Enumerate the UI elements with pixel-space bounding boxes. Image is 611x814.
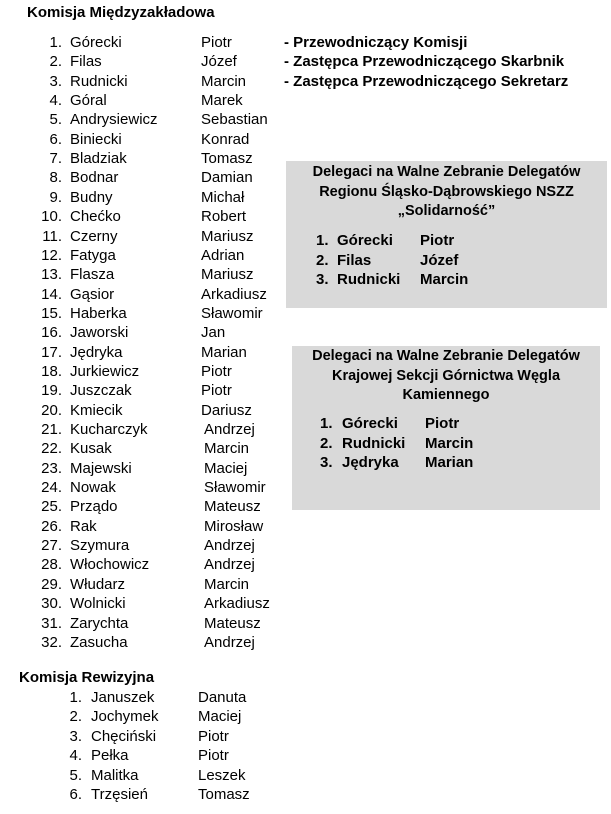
member-last-name: Budny [70, 188, 113, 206]
member-number: 1. [69, 689, 82, 706]
list-item [0, 246, 300, 265]
delegate-number: 1. [316, 232, 329, 249]
delegate-number: 2. [316, 251, 329, 269]
member-last-name: Górecki [70, 34, 122, 51]
member-first-name: Arkadiusz [204, 595, 270, 613]
member-number: 11. [42, 227, 62, 245]
member-number: 31. [41, 614, 62, 632]
list-item [292, 434, 600, 453]
box-title-line: „Solidarność” [397, 203, 496, 219]
list-item [0, 459, 300, 478]
member-first-name: Mateusz [204, 498, 261, 516]
member-last-name: Kucharczyk [70, 421, 148, 438]
member-last-name: Wolnicki [70, 595, 126, 613]
member-last-name: Czerny [70, 227, 118, 245]
member-last-name: Juszczak [70, 382, 132, 400]
member-last-name: Włochowicz [70, 556, 150, 574]
member-number: 27. [41, 537, 62, 555]
list-item [0, 688, 300, 707]
list-item [0, 594, 300, 613]
member-first-name: Tomasz [201, 150, 253, 168]
member-first-name: Adrian [201, 246, 245, 264]
delegate-first-name: Piotr [425, 415, 460, 432]
list-item [0, 420, 300, 439]
member-last-name: Trzęsień [91, 786, 148, 803]
member-number: 13. [41, 266, 62, 284]
member-number: 17. [41, 343, 62, 361]
member-number: 7. [49, 150, 62, 168]
member-number: 32. [41, 633, 62, 651]
delegate-number: 2. [320, 434, 333, 452]
list-item [0, 727, 300, 746]
list-item [286, 251, 607, 270]
member-number: 2. [49, 53, 62, 71]
list-item [0, 362, 300, 381]
list-item [292, 414, 600, 433]
member-last-name: Flasza [70, 266, 115, 284]
list-item [286, 231, 607, 250]
member-first-name: Robert [201, 208, 247, 226]
list-item [292, 453, 600, 472]
delegate-last-name: Filas [337, 251, 372, 269]
member-last-name: Nowak [70, 479, 116, 497]
list-item [0, 614, 300, 633]
member-role: - Zastępca Przewodniczącego Skarbnik [284, 53, 565, 71]
member-first-name: Andrzej [204, 421, 255, 438]
member-first-name: Arkadiusz [201, 285, 267, 303]
member-last-name: Haberka [70, 304, 127, 322]
list-item [0, 478, 300, 497]
list-item [0, 517, 300, 536]
member-last-name: Bodnar [70, 169, 119, 187]
list-item [0, 130, 300, 149]
member-last-name: Zasucha [70, 633, 128, 651]
member-number: 23. [41, 459, 62, 477]
member-number: 4. [69, 747, 82, 765]
member-number: 9. [49, 188, 62, 206]
member-role: - Przewodniczący Komisji [284, 34, 468, 51]
member-last-name: Januszek [91, 689, 155, 706]
member-last-name: Biniecki [70, 130, 122, 148]
member-first-name: Marcin [204, 440, 250, 458]
member-first-name: Andrzej [204, 633, 255, 651]
list-item [0, 188, 300, 207]
member-last-name: Chęciński [91, 727, 157, 745]
member-last-name: Filas [70, 53, 102, 71]
member-number: 16. [41, 324, 62, 342]
member-first-name: Piotr [201, 382, 232, 400]
delegate-first-name: Józef [420, 251, 459, 269]
box-title-line: Regionu Śląsko-Dąbrowskiego NSZZ [319, 183, 574, 200]
member-last-name: Włudarz [70, 575, 126, 593]
member-last-name: Kmiecik [70, 401, 123, 419]
member-number: 5. [69, 766, 82, 784]
member-last-name: Jochymek [91, 708, 159, 726]
member-last-name: Rudnicki [70, 72, 128, 90]
member-number: 5. [49, 111, 62, 129]
member-first-name: Michał [201, 188, 245, 206]
list-item [0, 497, 300, 516]
member-first-name: Piotr [201, 362, 232, 380]
list-item [0, 343, 300, 362]
delegate-number: 1. [320, 415, 333, 432]
list-item [0, 207, 300, 226]
member-first-name: Mateusz [204, 614, 261, 632]
delegates-box-krajowa-sekcja [292, 346, 600, 510]
heading-komisja-miedzyzakladowa: Komisja Międzyzakładowa [27, 4, 215, 21]
member-number: 12. [41, 246, 62, 264]
list-item [0, 304, 300, 323]
member-number: 29. [41, 575, 62, 593]
member-number: 24. [41, 479, 62, 497]
delegate-number: 3. [320, 454, 333, 471]
list-item [0, 285, 300, 304]
member-last-name: Góral [70, 92, 107, 110]
list-item [0, 746, 300, 765]
member-first-name: Marcin [201, 72, 247, 90]
member-number: 28. [41, 556, 62, 574]
member-first-name: Tomasz [198, 786, 250, 803]
box-title-line: Krajowej Sekcji Górnictwa Węgla [331, 367, 561, 384]
member-role: - Zastępca Przewodniczącego Sekretarz [284, 72, 569, 90]
member-first-name: Mirosław [204, 517, 264, 535]
member-first-name: Mariusz [201, 266, 254, 284]
member-first-name: Jan [201, 324, 226, 342]
member-last-name: Gąsior [70, 285, 115, 303]
delegate-number: 3. [316, 271, 329, 288]
list-item [0, 439, 300, 458]
box-title-line: Delegaci na Walne Zebranie Delegatów [312, 164, 581, 180]
member-first-name: Marcin [204, 575, 250, 593]
list-item [0, 785, 300, 804]
member-number: 21. [41, 421, 62, 438]
member-number: 20. [41, 401, 62, 419]
member-first-name: Marek [201, 92, 243, 110]
member-first-name: Danuta [198, 689, 247, 706]
delegate-first-name: Marian [425, 454, 474, 471]
member-last-name: Andrysiewicz [70, 111, 158, 129]
member-number: 19. [41, 382, 62, 400]
member-number: 2. [69, 708, 82, 726]
member-first-name: Maciej [198, 708, 242, 726]
list-item [0, 33, 300, 52]
list-item [0, 91, 300, 110]
list-item [0, 536, 300, 555]
member-number: 3. [69, 727, 82, 745]
list-item [0, 52, 300, 71]
member-number: 6. [69, 786, 82, 803]
delegate-last-name: Rudnicki [337, 271, 401, 288]
member-number: 6. [49, 130, 62, 148]
member-number: 25. [41, 498, 62, 516]
member-first-name: Sebastian [201, 111, 268, 129]
member-first-name: Sławomir [204, 479, 266, 497]
member-first-name: Konrad [201, 130, 250, 148]
member-first-name: Marian [201, 343, 247, 361]
member-first-name: Damian [201, 169, 253, 187]
list-item [0, 168, 300, 187]
member-last-name: Prządo [70, 498, 118, 516]
member-last-name: Majewski [70, 459, 132, 477]
member-number: 4. [49, 92, 62, 110]
list-item [0, 323, 300, 342]
delegate-last-name: Rudnicki [342, 434, 406, 452]
box-title-line: Kamiennego [402, 387, 490, 403]
member-first-name: Andrzej [204, 537, 255, 555]
delegate-last-name: Górecki [337, 232, 393, 249]
member-first-name: Leszek [198, 766, 246, 784]
member-last-name: Chećko [70, 208, 121, 226]
member-number: 15. [41, 304, 62, 322]
member-last-name: Zarychta [70, 614, 129, 632]
member-last-name: Kusak [70, 440, 112, 458]
member-last-name: Rak [70, 517, 97, 535]
member-first-name: Piotr [198, 727, 229, 745]
list-item [0, 575, 300, 594]
heading-komisja-rewizyjna: Komisja Rewizyjna [19, 669, 155, 686]
list-item [0, 265, 300, 284]
member-last-name: Jurkiewicz [70, 362, 140, 380]
member-last-name: Pełka [91, 747, 129, 765]
delegate-first-name: Marcin [425, 434, 474, 452]
list-item [0, 110, 300, 129]
member-number: 22. [41, 440, 62, 458]
member-first-name: Sławomir [201, 304, 263, 322]
list-item [286, 270, 607, 289]
member-last-name: Bladziak [70, 150, 127, 168]
member-last-name: Jaworski [70, 324, 129, 342]
box-title-line: Delegaci na Walne Zebranie Delegatów [312, 348, 580, 364]
delegate-first-name: Piotr [420, 232, 455, 249]
member-first-name: Andrzej [204, 556, 255, 574]
member-first-name: Dariusz [201, 401, 252, 419]
member-first-name: Mariusz [201, 227, 254, 245]
member-number: 14. [41, 285, 62, 303]
member-number: 30. [41, 595, 62, 613]
member-last-name: Szymura [70, 537, 130, 555]
member-number: 18. [41, 362, 62, 380]
member-number: 26. [41, 517, 62, 535]
list-item [0, 72, 300, 91]
list-item [0, 227, 300, 246]
delegate-last-name: Jędryka [342, 454, 399, 471]
member-number: 10. [41, 208, 62, 226]
list-item [0, 381, 300, 400]
member-last-name: Jędryka [70, 343, 123, 361]
list-item [0, 766, 300, 785]
delegates-box-region [286, 161, 607, 308]
member-last-name: Malitka [91, 766, 139, 784]
list-item [0, 555, 300, 574]
member-number: 3. [49, 72, 62, 90]
list-item [0, 633, 300, 652]
delegate-first-name: Marcin [420, 271, 469, 288]
delegate-last-name: Górecki [342, 415, 398, 432]
member-number: 1. [49, 34, 62, 51]
member-first-name: Piotr [198, 747, 229, 765]
member-number: 8. [49, 169, 62, 187]
list-item [0, 149, 300, 168]
member-first-name: Piotr [201, 34, 232, 51]
member-first-name: Maciej [204, 459, 248, 477]
list-item [0, 401, 300, 420]
member-first-name: Józef [201, 53, 237, 71]
member-last-name: Fatyga [70, 246, 116, 264]
list-item [0, 707, 300, 726]
